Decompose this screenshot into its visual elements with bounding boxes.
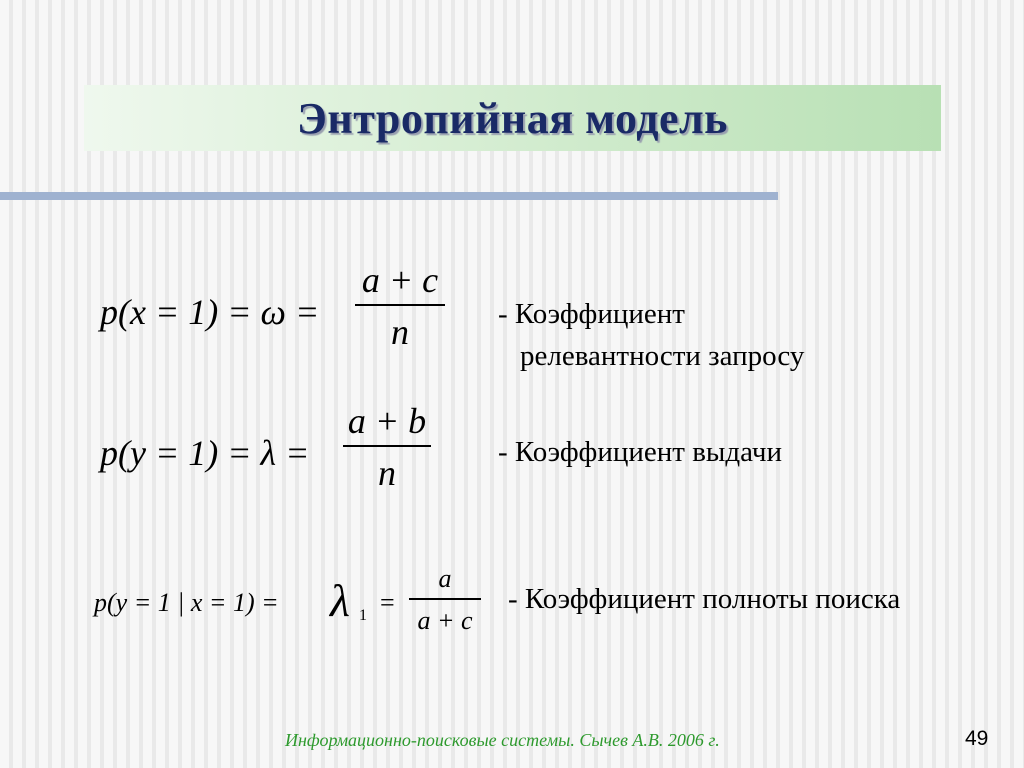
divider-rule bbox=[0, 192, 778, 200]
title-banner bbox=[84, 85, 941, 151]
formula-recall-fraction bbox=[409, 566, 481, 634]
formula-output-fraction bbox=[343, 403, 431, 491]
formula-recall-lhs: p(y = 1 | x = 1) = bbox=[94, 588, 279, 617]
formula-output-lhs: p(y = 1) = λ = bbox=[100, 433, 310, 473]
fraction-line bbox=[343, 445, 431, 447]
footer-text: Информационно-поисковые системы. Сычев А.В. 2006 г. bbox=[285, 730, 720, 750]
formula-recall-subscript: 1 bbox=[359, 607, 367, 624]
formula-relevance-lhs: p(x = 1) = ω = bbox=[100, 292, 320, 332]
formula-recall-symbol: λ bbox=[330, 575, 350, 626]
description-relevance-1: - Коэффициент bbox=[498, 298, 685, 330]
description-relevance-2: релевантности запросу bbox=[520, 340, 805, 372]
formula-recall-equals: = bbox=[380, 588, 395, 617]
formula-recall-denominator: a + c bbox=[417, 606, 473, 635]
slide-title: Энтропийная модель bbox=[297, 93, 728, 143]
description-recall: - Коэффициент полноты поиска bbox=[508, 583, 901, 615]
page-number: 49 bbox=[965, 727, 989, 750]
formula-relevance-denominator: n bbox=[391, 312, 409, 352]
formula-relevance-numerator: a + c bbox=[361, 260, 439, 300]
fraction-line bbox=[355, 304, 445, 306]
formula-output-numerator: a + b bbox=[347, 401, 427, 441]
formula-recall-numerator: a bbox=[438, 564, 452, 593]
formula-relevance-fraction bbox=[355, 262, 445, 350]
formula-output-denominator: n bbox=[378, 453, 396, 493]
fraction-line bbox=[409, 598, 481, 600]
description-output: - Коэффициент выдачи bbox=[498, 436, 782, 468]
